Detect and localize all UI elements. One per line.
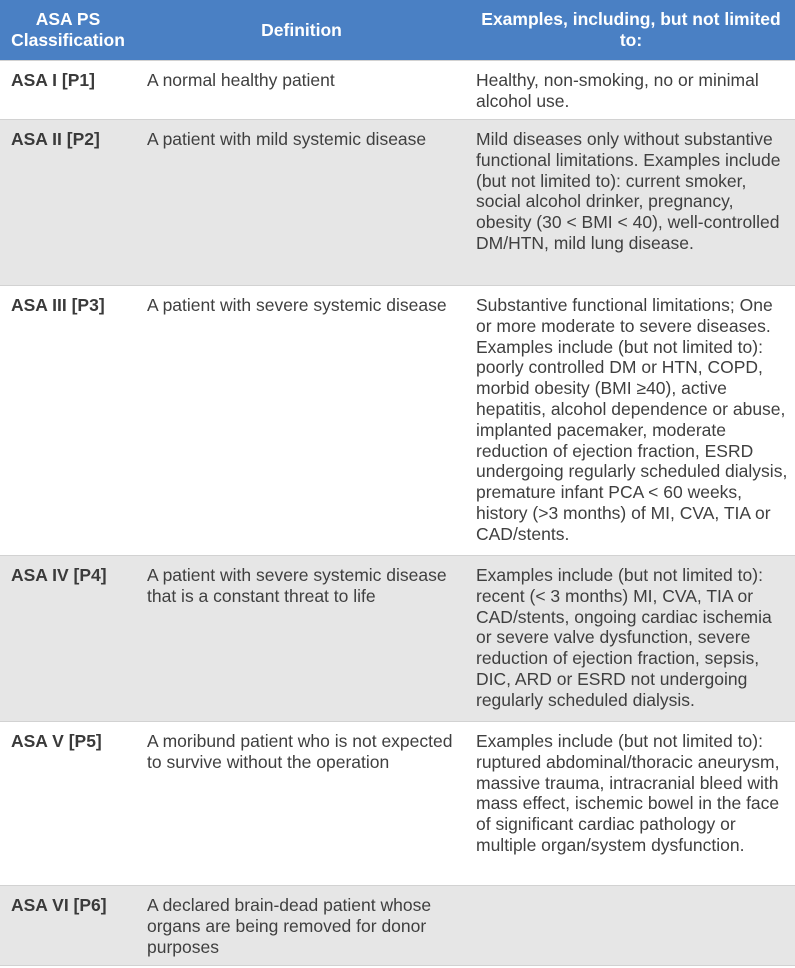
- row-examples: Examples include (but not limited to): recent (< 3 months) MI, CVA, TIA or CAD/stents, ongoing cardiac ischemia or severe valve dysfunction, severe reduction of ejection fraction, sepsis, DIC, ARD or ESRD not undergoing regularly scheduled dialysis.: [467, 556, 795, 722]
- row-definition: A moribund patient who is not expected to survive without the operation: [136, 722, 467, 886]
- row-classification: ASA I [P1]: [0, 61, 136, 120]
- row-examples: Examples include (but not limited to): ruptured abdominal/thoracic aneurysm, massive trauma, intracranial bleed with mass effect, ischemic bowel in the face of significant cardiac pathology or multiple organ/system dysfunction.: [467, 722, 795, 886]
- row-classification: ASA III [P3]: [0, 286, 136, 556]
- table-row: [0, 556, 795, 722]
- row-classification: ASA V [P5]: [0, 722, 136, 886]
- row-definition: A normal healthy patient: [136, 61, 467, 120]
- row-definition: A patient with severe systemic disease that is a constant threat to life: [136, 556, 467, 722]
- row-examples: Substantive functional limitations; One or more moderate to severe diseases. Examples include (but not limited to): poorly controlled DM or HTN, COPD, morbid obesity (BMI ≥40), active hepatitis, alcohol dependence or abuse, implanted pacemaker, moderate reduction of ejection fraction, ESRD undergoing regularly scheduled dialysis, premature infant PCA < 60 weeks, history (>3 months) of MI, CVA, TIA or CAD/stents.: [467, 286, 795, 556]
- row-examples: Healthy, non-smoking, no or minimal alcohol use.: [467, 61, 795, 120]
- table-row: [0, 120, 795, 286]
- row-classification: ASA II [P2]: [0, 120, 136, 286]
- row-definition: A patient with mild systemic disease: [136, 120, 467, 286]
- header-classification: ASA PS Classification: [0, 0, 136, 61]
- table-row: [0, 722, 795, 886]
- row-classification: ASA VI [P6]: [0, 886, 136, 966]
- table-row: [0, 286, 795, 556]
- row-definition: A declared brain-dead patient whose organs are being removed for donor purposes: [136, 886, 467, 966]
- header-examples: Examples, including, but not limited to:: [467, 0, 795, 61]
- row-classification: ASA IV [P4]: [0, 556, 136, 722]
- header-definition: Definition: [136, 0, 467, 61]
- row-definition: A patient with severe systemic disease: [136, 286, 467, 556]
- header-row: [0, 0, 795, 61]
- table-row: [0, 886, 795, 966]
- row-examples: Mild diseases only without substantive functional limitations. Examples include (but not limited to): current smoker, social alcohol drinker, pregnancy, obesity (30 < BMI < 40), well-controlled DM/HTN, mild lung disease.: [467, 120, 795, 286]
- row-examples: [467, 886, 795, 966]
- table-row: [0, 61, 795, 120]
